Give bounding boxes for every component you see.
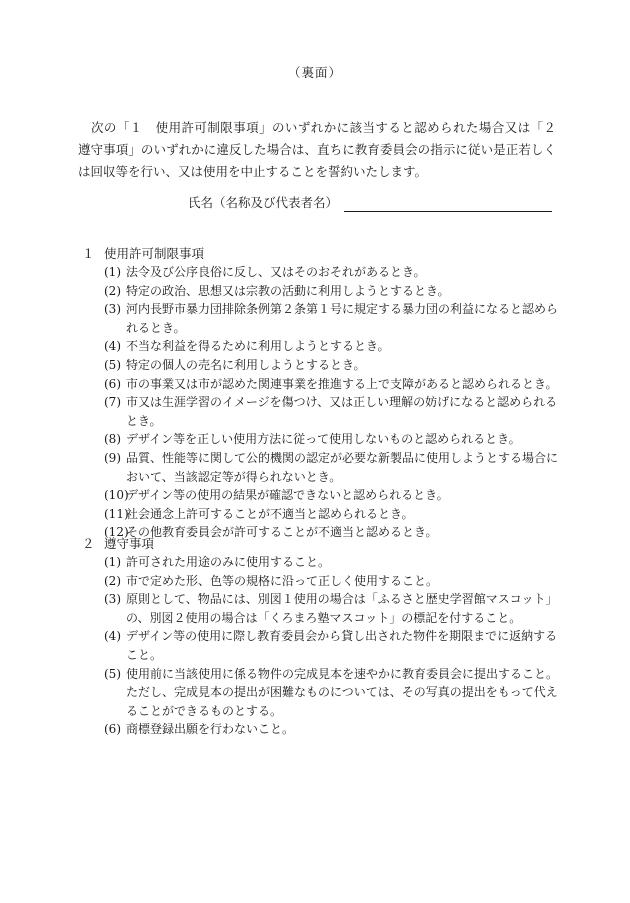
list-item <box>104 375 562 394</box>
item-text: 特定の政治、思想又は宗教の活動に利用しようとするとき。 <box>126 283 450 298</box>
item-text: デザイン等の使用に際し教育委員会から貸し出された物件を期限までに返納すること。 <box>126 629 558 662</box>
item-text: 特定の個人の売名に利用しようとするとき。 <box>126 357 366 372</box>
item-number: (5) <box>104 666 121 681</box>
item-text: デザイン等の使用の結果が確認できないと認められるとき。 <box>126 488 449 503</box>
item-text: 商標登録出願を行わないこと。 <box>126 722 295 737</box>
section-number: ２ <box>82 536 95 551</box>
section-heading <box>82 245 562 263</box>
section-number: １ <box>82 246 95 261</box>
list-item <box>104 486 562 505</box>
item-text: その他教育委員会が許可することが不適当と認めるとき。 <box>126 525 438 540</box>
list-item <box>104 449 562 486</box>
item-text: 社会通念上許可することが不適当と認められるとき。 <box>126 506 414 521</box>
list-item <box>104 590 562 627</box>
item-text: 市の事業又は市が認めた関連事業を推進する上で支障があると認められるとき。 <box>126 376 558 391</box>
item-number: (3) <box>104 592 121 607</box>
item-text: 市又は生涯学習のイメージを傷つけ、又は正しい理解の妨げになると認められるとき。 <box>126 395 558 428</box>
list-item <box>104 300 562 337</box>
item-number: (2) <box>104 283 121 298</box>
item-number: (2) <box>104 573 121 588</box>
list-item <box>104 553 562 572</box>
list-item <box>104 572 562 591</box>
item-number: (12) <box>104 525 129 540</box>
item-text: 許可された用途のみに使用すること。 <box>126 555 331 569</box>
pledge-paragraph: 次の「１ 使用許可制限事項」のいずれかに該当すると認められた場合又は「２ 遵守事項」のいずれかに違反した場合は、直ちに教育委員会の指示に従い是正若しくは回収等を行い、又は使用を中止することを誓約いたします。 <box>78 120 569 179</box>
item-text: 河内長野市暴力団排除条例第２条第１号に規定する暴力団の利益になると認められるとき。 <box>126 302 559 335</box>
section-compliance-items <box>82 535 562 739</box>
list-item <box>104 356 562 375</box>
signature-row <box>188 190 552 212</box>
list-item <box>104 263 562 282</box>
list-item <box>104 505 562 524</box>
item-text: 品質、性能等に関して公的機関の認定が必要な新製品に使用しようとする場合において、当該認定等が得られないとき。 <box>126 450 559 484</box>
item-number: (5) <box>104 357 121 372</box>
item-text: 不当な利益を得るために利用しようとするとき。 <box>126 339 390 354</box>
list-item <box>104 430 562 449</box>
item-number: (1) <box>104 555 121 569</box>
item-text: 法令及び公序良俗に反し、又はそのおそれがあるとき。 <box>126 265 426 279</box>
item-number: (6) <box>104 376 121 391</box>
item-number: (3) <box>104 302 121 317</box>
item-number: (7) <box>104 395 121 410</box>
item-number: (11) <box>104 506 129 521</box>
section-title: 使用許可制限事項 <box>104 246 205 261</box>
section-heading <box>82 535 562 553</box>
list-item <box>104 393 562 430</box>
item-number: (1) <box>104 265 121 279</box>
item-text: デザイン等を正しい使用方法に従って使用しないものと認められるとき。 <box>126 432 521 447</box>
signature-label: 氏名（名称及び代表者名） <box>188 195 339 210</box>
list-item <box>104 720 562 739</box>
item-text: 使用前に当該使用に係る物件の完成見本を速やかに教育委員会に提出すること。ただし、完成見本の提出が困難なものについては、その写真の提出をもって代えることができるものとする。 <box>126 666 559 718</box>
item-number: (8) <box>104 432 121 447</box>
signature-line <box>344 197 552 212</box>
item-number: (4) <box>104 629 121 644</box>
item-number: (4) <box>104 339 121 354</box>
list-item <box>104 282 562 301</box>
item-text: 原則として、物品には、別図１使用の場合は「ふるさと歴史学習館マスコット」の、別図２使用の場合は「くろまろ塾マスコット」の標記を付すること。 <box>126 592 558 625</box>
list-item <box>104 665 562 721</box>
page-side-label: （裏面） <box>287 65 342 80</box>
section-title: 遵守事項 <box>104 536 155 551</box>
section-usage-restrictions <box>82 245 562 542</box>
list-item <box>104 337 562 356</box>
item-text: 市で定めた形、色等の規格に沿って正しく使用すること。 <box>126 573 439 588</box>
item-number: (10) <box>104 488 129 503</box>
item-number: (6) <box>104 722 121 737</box>
list-item <box>104 627 562 664</box>
item-number: (9) <box>104 450 121 465</box>
